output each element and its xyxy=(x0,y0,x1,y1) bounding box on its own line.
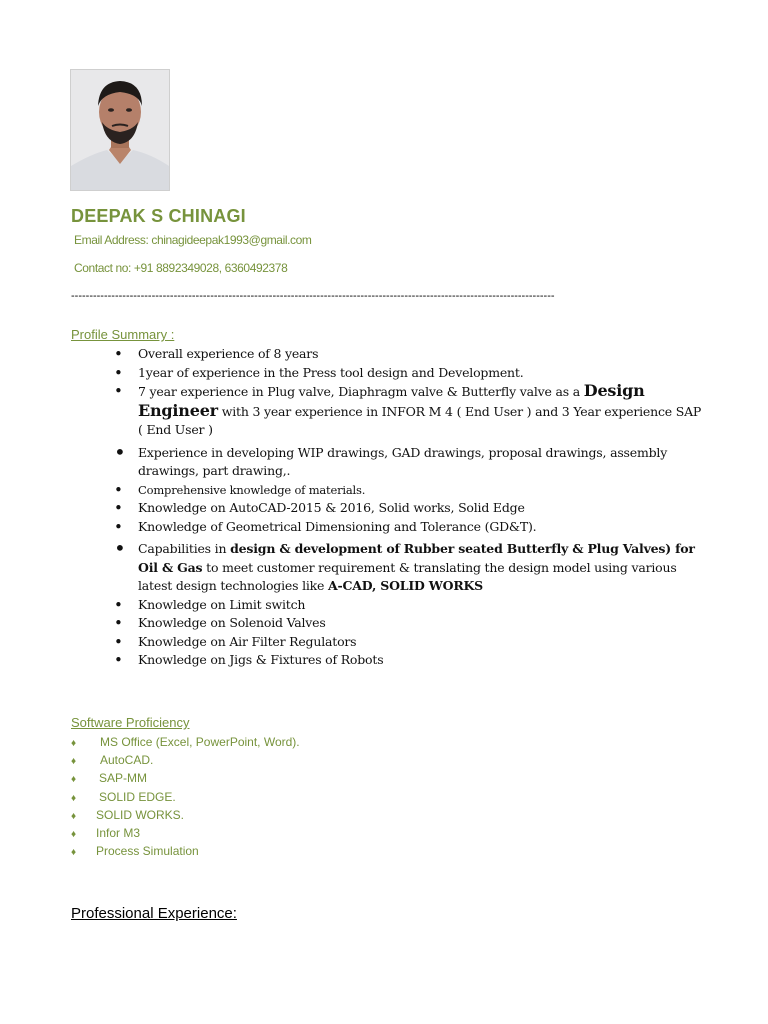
software-list xyxy=(71,733,300,860)
software-item: ♦ SOLID WORKS. xyxy=(71,806,300,824)
profile-item: • Experience in developing WIP drawings, GAD drawings, proposal drawings, assembly drawings, part drawing,. xyxy=(112,444,702,481)
profile-item: • Knowledge on Solenoid Valves xyxy=(112,614,702,633)
profile-item: • Knowledge on AutoCAD-2015 & 2016, Solid works, Solid Edge xyxy=(112,499,702,518)
software-item: ♦ SAP-MM xyxy=(71,769,300,787)
profile-item: • Knowledge of Geometrical Dimensioning and Tolerance (GD&T). xyxy=(112,518,702,537)
diamond-bullet-icon: ♦ xyxy=(71,828,77,840)
diamond-bullet-icon: ♦ xyxy=(71,847,77,859)
contact-number: Contact no: +91 8892349028, 6360492378 xyxy=(74,261,288,275)
diamond-bullet-icon: ♦ xyxy=(71,810,77,822)
profile-item: • Knowledge on Jigs & Fixtures of Robots xyxy=(112,651,702,670)
profile-item: • Knowledge on Air Filter Regulators xyxy=(112,633,702,652)
diamond-bullet-icon: ♦ xyxy=(71,738,77,749)
software-proficiency-heading: Software Proficiency xyxy=(71,715,190,730)
profile-item: • Capabilities in design & development of Rubber seated Butterfly & Plug Valves) for Oil & Gas to meet customer requirement & translating the design model using various latest design technologies like A-CAD, SOLID WORKS xyxy=(112,540,702,596)
professional-experience-heading: Professional Experience: xyxy=(71,905,237,922)
profile-photo-image xyxy=(71,70,169,190)
profile-summary-list xyxy=(112,345,702,670)
profile-item: • 1year of experience in the Press tool design and Development. xyxy=(112,364,702,383)
software-item: ♦ MS Office (Excel, PowerPoint, Word). xyxy=(71,733,300,751)
software-item: ♦ Process Simulation xyxy=(71,842,300,860)
profile-item: • Overall experience of 8 years xyxy=(112,345,702,364)
diamond-bullet-icon: ♦ xyxy=(71,756,77,768)
diamond-bullet-icon: ♦ xyxy=(71,774,77,786)
email-address: Email Address: chinagideepak1993@gmail.com xyxy=(74,233,312,247)
software-item: ♦ SOLID EDGE. xyxy=(71,788,300,806)
profile-summary-heading: Profile Summary : xyxy=(71,327,175,342)
software-item: ♦ Infor M3 xyxy=(71,824,300,842)
profile-item: • Knowledge on Limit switch xyxy=(112,596,702,615)
profile-photo xyxy=(70,69,170,191)
software-item: ♦ AutoCAD. xyxy=(71,751,300,769)
diamond-bullet-icon: ♦ xyxy=(71,792,77,804)
divider-line: ------------------------------------------------------------------------------------------------------------------------------------ xyxy=(71,290,555,302)
profile-item: • 7 year experience in Plug valve, Diaphragm valve & Butterfly valve as a Design Engineer with 3 year experience in INFOR M 4 ( End User ) and 3 Year experience SAP ( End User ) xyxy=(112,382,702,440)
profile-item: • Comprehensive knowledge of materials. xyxy=(112,481,702,500)
candidate-name: DEEPAK S CHINAGI xyxy=(71,206,246,226)
